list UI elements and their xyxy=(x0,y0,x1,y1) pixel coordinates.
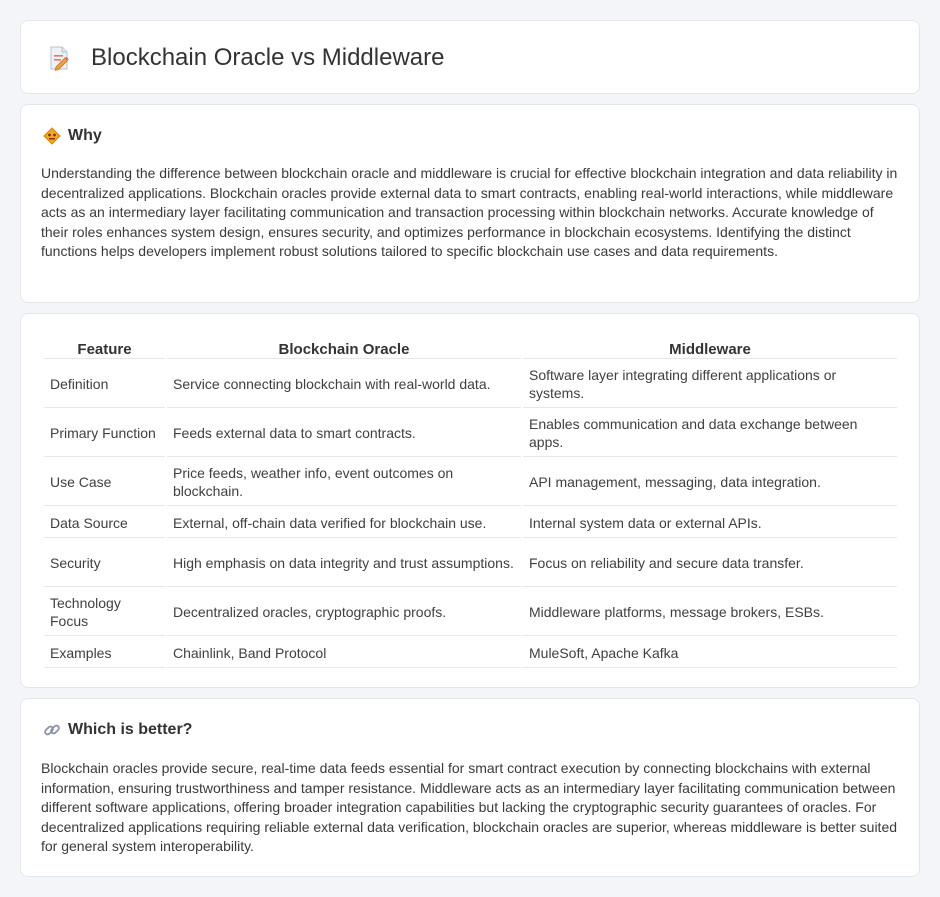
header-blockchain-oracle: Blockchain Oracle xyxy=(167,338,521,359)
table-row xyxy=(44,589,897,636)
middleware-cell: Internal system data or external APIs. xyxy=(523,508,897,538)
table-row xyxy=(44,540,897,587)
page-title: Blockchain Oracle vs Middleware xyxy=(91,44,445,71)
better-heading: Which is better? xyxy=(68,721,193,738)
why-header xyxy=(43,127,102,145)
feature-cell: Use Case xyxy=(44,459,165,506)
middleware-cell: Enables communication and data exchange between apps. xyxy=(523,410,897,457)
table-row xyxy=(44,361,897,408)
better-header xyxy=(43,721,192,739)
oracle-cell: High emphasis on data integrity and trust assumptions. xyxy=(167,540,521,587)
middleware-cell: API management, messaging, data integration. xyxy=(523,459,897,506)
table-row xyxy=(44,508,897,538)
why-body: Understanding the difference between blockchain oracle and middleware is crucial for effective blockchain integration and data reliability in decentralized applications. Blockchain oracles provide external data to smart contracts, enabling real-world interactions, while middleware acts as an intermediary layer facilitating communication and transaction processing within blockchain networks. Accurate knowledge of their roles enhances system design, ensures security, and optimizes performance in blockchain ecosystems. Identifying the distinct functions helps developers implement robust solutions tailored to specific blockchain use cases and data requirements. xyxy=(41,165,898,259)
feature-cell: Definition xyxy=(44,361,165,408)
oracle-cell: Price feeds, weather info, event outcomes on blockchain. xyxy=(167,459,521,506)
oracle-cell: Chainlink, Band Protocol xyxy=(167,638,521,668)
comparison-table xyxy=(42,336,899,670)
why-heading: Why xyxy=(68,127,102,144)
oracle-cell: Decentralized oracles, cryptographic proofs. xyxy=(167,589,521,636)
table-row xyxy=(44,459,897,506)
table-header-row xyxy=(44,338,897,359)
oracle-cell: External, off-chain data verified for blockchain use. xyxy=(167,508,521,538)
middleware-cell: Middleware platforms, message brokers, ESBs. xyxy=(523,589,897,636)
better-body: Blockchain oracles provide secure, real-time data feeds essential for smart contract execution by connecting blockchains with external information, ensuring trustworthiness and tamper resistance. Middleware acts as an intermediary layer facilitating communication between different software applications, offering broader integration capabilities but lacking the cryptographic security guarantees of oracles. For decentralized applications requiring reliable external data verification, blockchain oracles are superior, whereas middleware is better suited for general system interoperability. xyxy=(41,760,898,854)
feature-cell: Technology Focus xyxy=(44,589,165,636)
feature-cell: Data Source xyxy=(44,508,165,538)
table-row xyxy=(44,638,897,668)
middleware-cell: Software layer integrating different applications or systems. xyxy=(523,361,897,408)
which-is-better-section xyxy=(20,698,920,877)
title-card xyxy=(20,20,920,94)
document-pencil-icon xyxy=(47,45,71,71)
oracle-cell: Service connecting blockchain with real-world data. xyxy=(167,361,521,408)
header-feature: Feature xyxy=(44,338,165,359)
comparison-table-card xyxy=(20,313,920,688)
why-section xyxy=(20,104,920,303)
feature-cell: Examples xyxy=(44,638,165,668)
table-row xyxy=(44,410,897,457)
oracle-cell: Feeds external data to smart contracts. xyxy=(167,410,521,457)
header-middleware: Middleware xyxy=(523,338,897,359)
middleware-cell: Focus on reliability and secure data transfer. xyxy=(523,540,897,587)
feature-cell: Primary Function xyxy=(44,410,165,457)
diamond-sign-icon xyxy=(43,127,61,145)
middleware-cell: MuleSoft, Apache Kafka xyxy=(523,638,897,668)
link-icon xyxy=(43,721,61,739)
title-row xyxy=(47,44,444,72)
feature-cell: Security xyxy=(44,540,165,587)
